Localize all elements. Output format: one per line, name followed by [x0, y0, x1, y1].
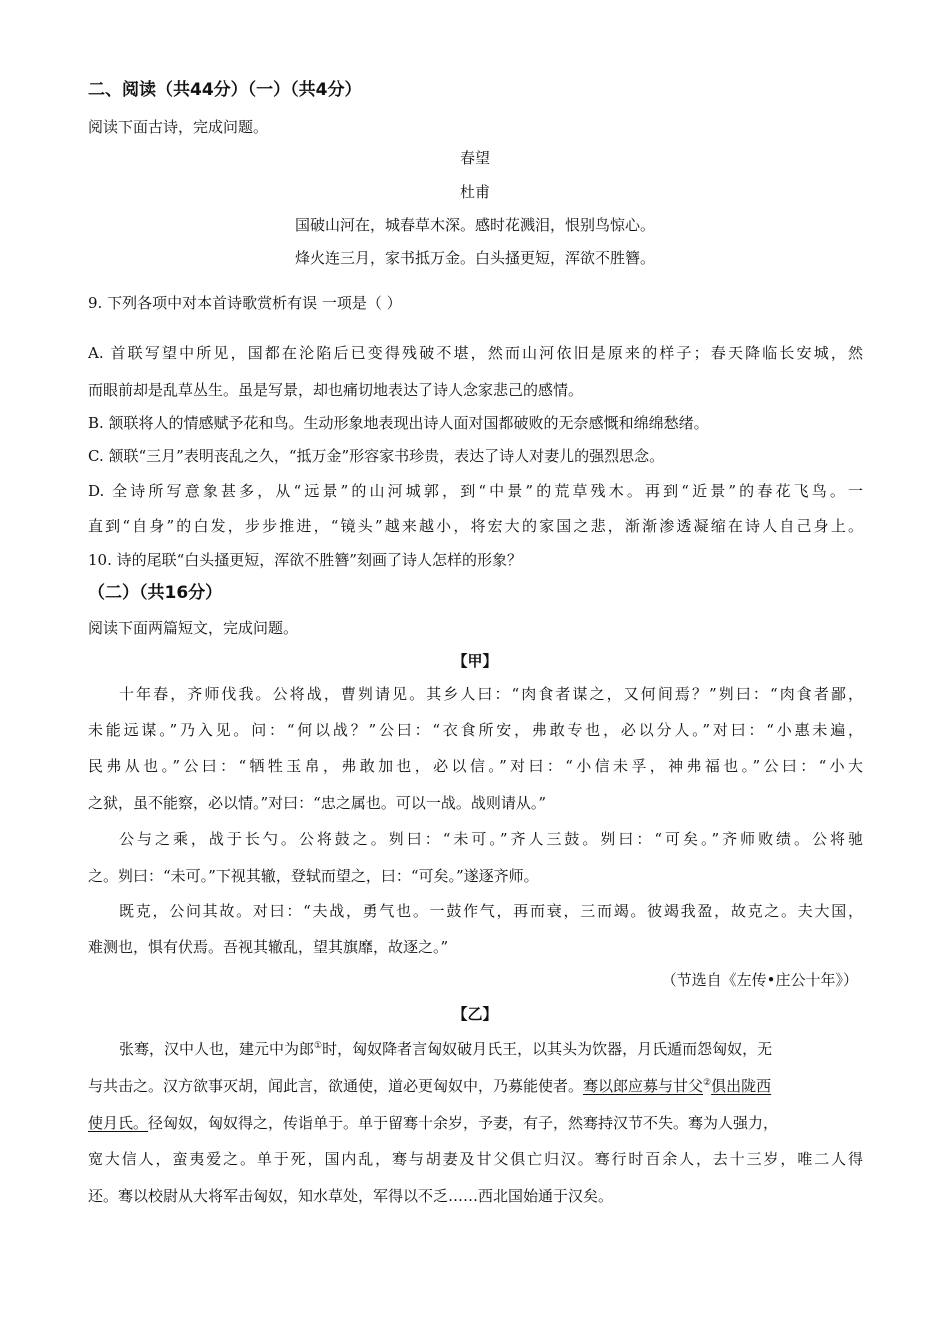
underlined-sentence: 俱出陇西	[711, 1077, 772, 1095]
passage-line: 还。骞以校尉从大将军击匈奴，知水草处，军得以不乏……西北国始通于汉矣。	[88, 1187, 614, 1205]
passage-label-jia: 【甲】	[452, 652, 498, 670]
passage-line: 之。刿曰：“未可。”下视其辙，登轼而望之，曰：“可矣。”遂逐齐师。	[88, 867, 539, 885]
section-heading: 二、阅读（共44分）（一）（共4分）	[88, 80, 362, 100]
underlined-sentence: 骞以郎应募与甘父	[583, 1077, 704, 1095]
instruction-text: 阅读下面两篇短文，完成问题。	[88, 619, 299, 637]
underlined-sentence: 使月氏。	[88, 1114, 149, 1132]
passage-line	[88, 1076, 771, 1096]
instruction-text: 阅读下面古诗，完成问题。	[88, 118, 269, 136]
passage-line: 难测也，惧有伏焉。吾视其辙乱，望其旗靡，故逐之。”	[88, 938, 449, 956]
option-a-cont: 而眼前却是乱草丛生。虽是写景，却也痛切地表达了诗人念家悲己的感情。	[88, 381, 584, 399]
option-d-cont: 直到“自身”的白发，步步推进，“镜头”越来越小，将宏大的家国之悲，渐渐渗透凝缩在诗人自己身上。	[88, 517, 863, 535]
passage-line	[88, 1113, 778, 1133]
option-d: D. 全诗所写意象甚多，从“远景”的山河城郭，到“中景”的荒草残木。再到“近景”的春花飞鸟。一	[88, 482, 863, 500]
passage-text: 与共击之。汉方欲事灭胡，闻此言，欲通使，道必更匈奴中，乃募能使者。	[88, 1077, 584, 1095]
option-a: A. 首联写望中所见，国都在沦陷后已变得残破不堪，然而山河依旧是原来的样子；春天降临长安城，然	[88, 344, 863, 362]
passage-line: 宽大信人，蛮夷爱之。单于死，国内乱，骞与胡妻及甘父俱亡归汉。骞行时百余人，去十三岁，唯二人得	[88, 1150, 863, 1168]
passage-line: 民弗从也。”公曰：“牺牲玉帛，弗敢加也，必以信。”对曰：“小信未孚，神弗福也。”公曰：“小大	[88, 757, 863, 775]
section-heading: （二）（共16分）	[88, 583, 223, 603]
question-10: 10. 诗的尾联“白头搔更短，浑欲不胜簪”刻画了诗人怎样的形象？	[88, 551, 522, 569]
poem-line: 烽火连三月，家书抵万金。白头搔更短，浑欲不胜簪。	[294, 249, 655, 267]
footnote-marker: ②	[703, 1078, 712, 1088]
passage-text: 径匈奴，匈奴得之，传诣单于。单于留骞十余岁，予妻，有子，然骞持汉节不失。骞为人强力，	[148, 1114, 779, 1132]
passage-label-yi: 【乙】	[452, 1005, 498, 1023]
question-9: 9. 下列各项中对本首诗歌赏析有误 一项是（ ）	[88, 294, 402, 312]
poem-title: 春望	[459, 149, 490, 167]
passage-line: 之狱，虽不能察，必以情。”对曰：“忠之属也。可以一战。战则请从。”	[88, 794, 547, 812]
poem-author: 杜甫	[459, 183, 490, 201]
option-c: C. 颔联“三月”表明丧乱之久，“抵万金”形容家书珍贵，表达了诗人对妻儿的强烈思念。	[88, 447, 665, 465]
passage-text: 时，匈奴降者言匈奴破月氏王，以其头为饮器，月氏遁而怨匈奴，无	[322, 1040, 773, 1058]
passage-line: 既克，公问其故。对曰：“夫战，勇气也。一鼓作气，再而衰，三而竭。彼竭我盈，故克之。夫大国，	[119, 902, 863, 920]
poem-line: 国破山河在，城春草木深。感时花溅泪，恨别鸟惊心。	[294, 216, 655, 234]
footnote-marker: ①	[314, 1041, 323, 1051]
passage-line: 十年春，齐师伐我。公将战，曹刿请见。其乡人曰：“肉食者谋之，又何间焉？”刿曰：“肉食者鄙，	[119, 685, 863, 703]
passage-line	[119, 1039, 863, 1059]
passage-source: （节选自《左传•庄公十年》）	[661, 971, 858, 989]
passage-text: 张骞，汉中人也，建元中为郎	[119, 1040, 315, 1058]
passage-line: 未能远谋。”乃入见。问：“何以战？”公曰：“衣食所安，弗敢专也，必以分人。”对曰：“小惠未遍，	[88, 721, 863, 739]
option-b: B. 颔联将人的情感赋予花和鸟。生动形象地表现出诗人面对国都破败的无奈感慨和绵绵愁绪。	[88, 414, 709, 432]
passage-line: 公与之乘，战于长勺。公将鼓之。刿曰：“未可。”齐人三鼓。刿曰：“可矣。”齐师败绩。公将驰	[119, 830, 863, 848]
